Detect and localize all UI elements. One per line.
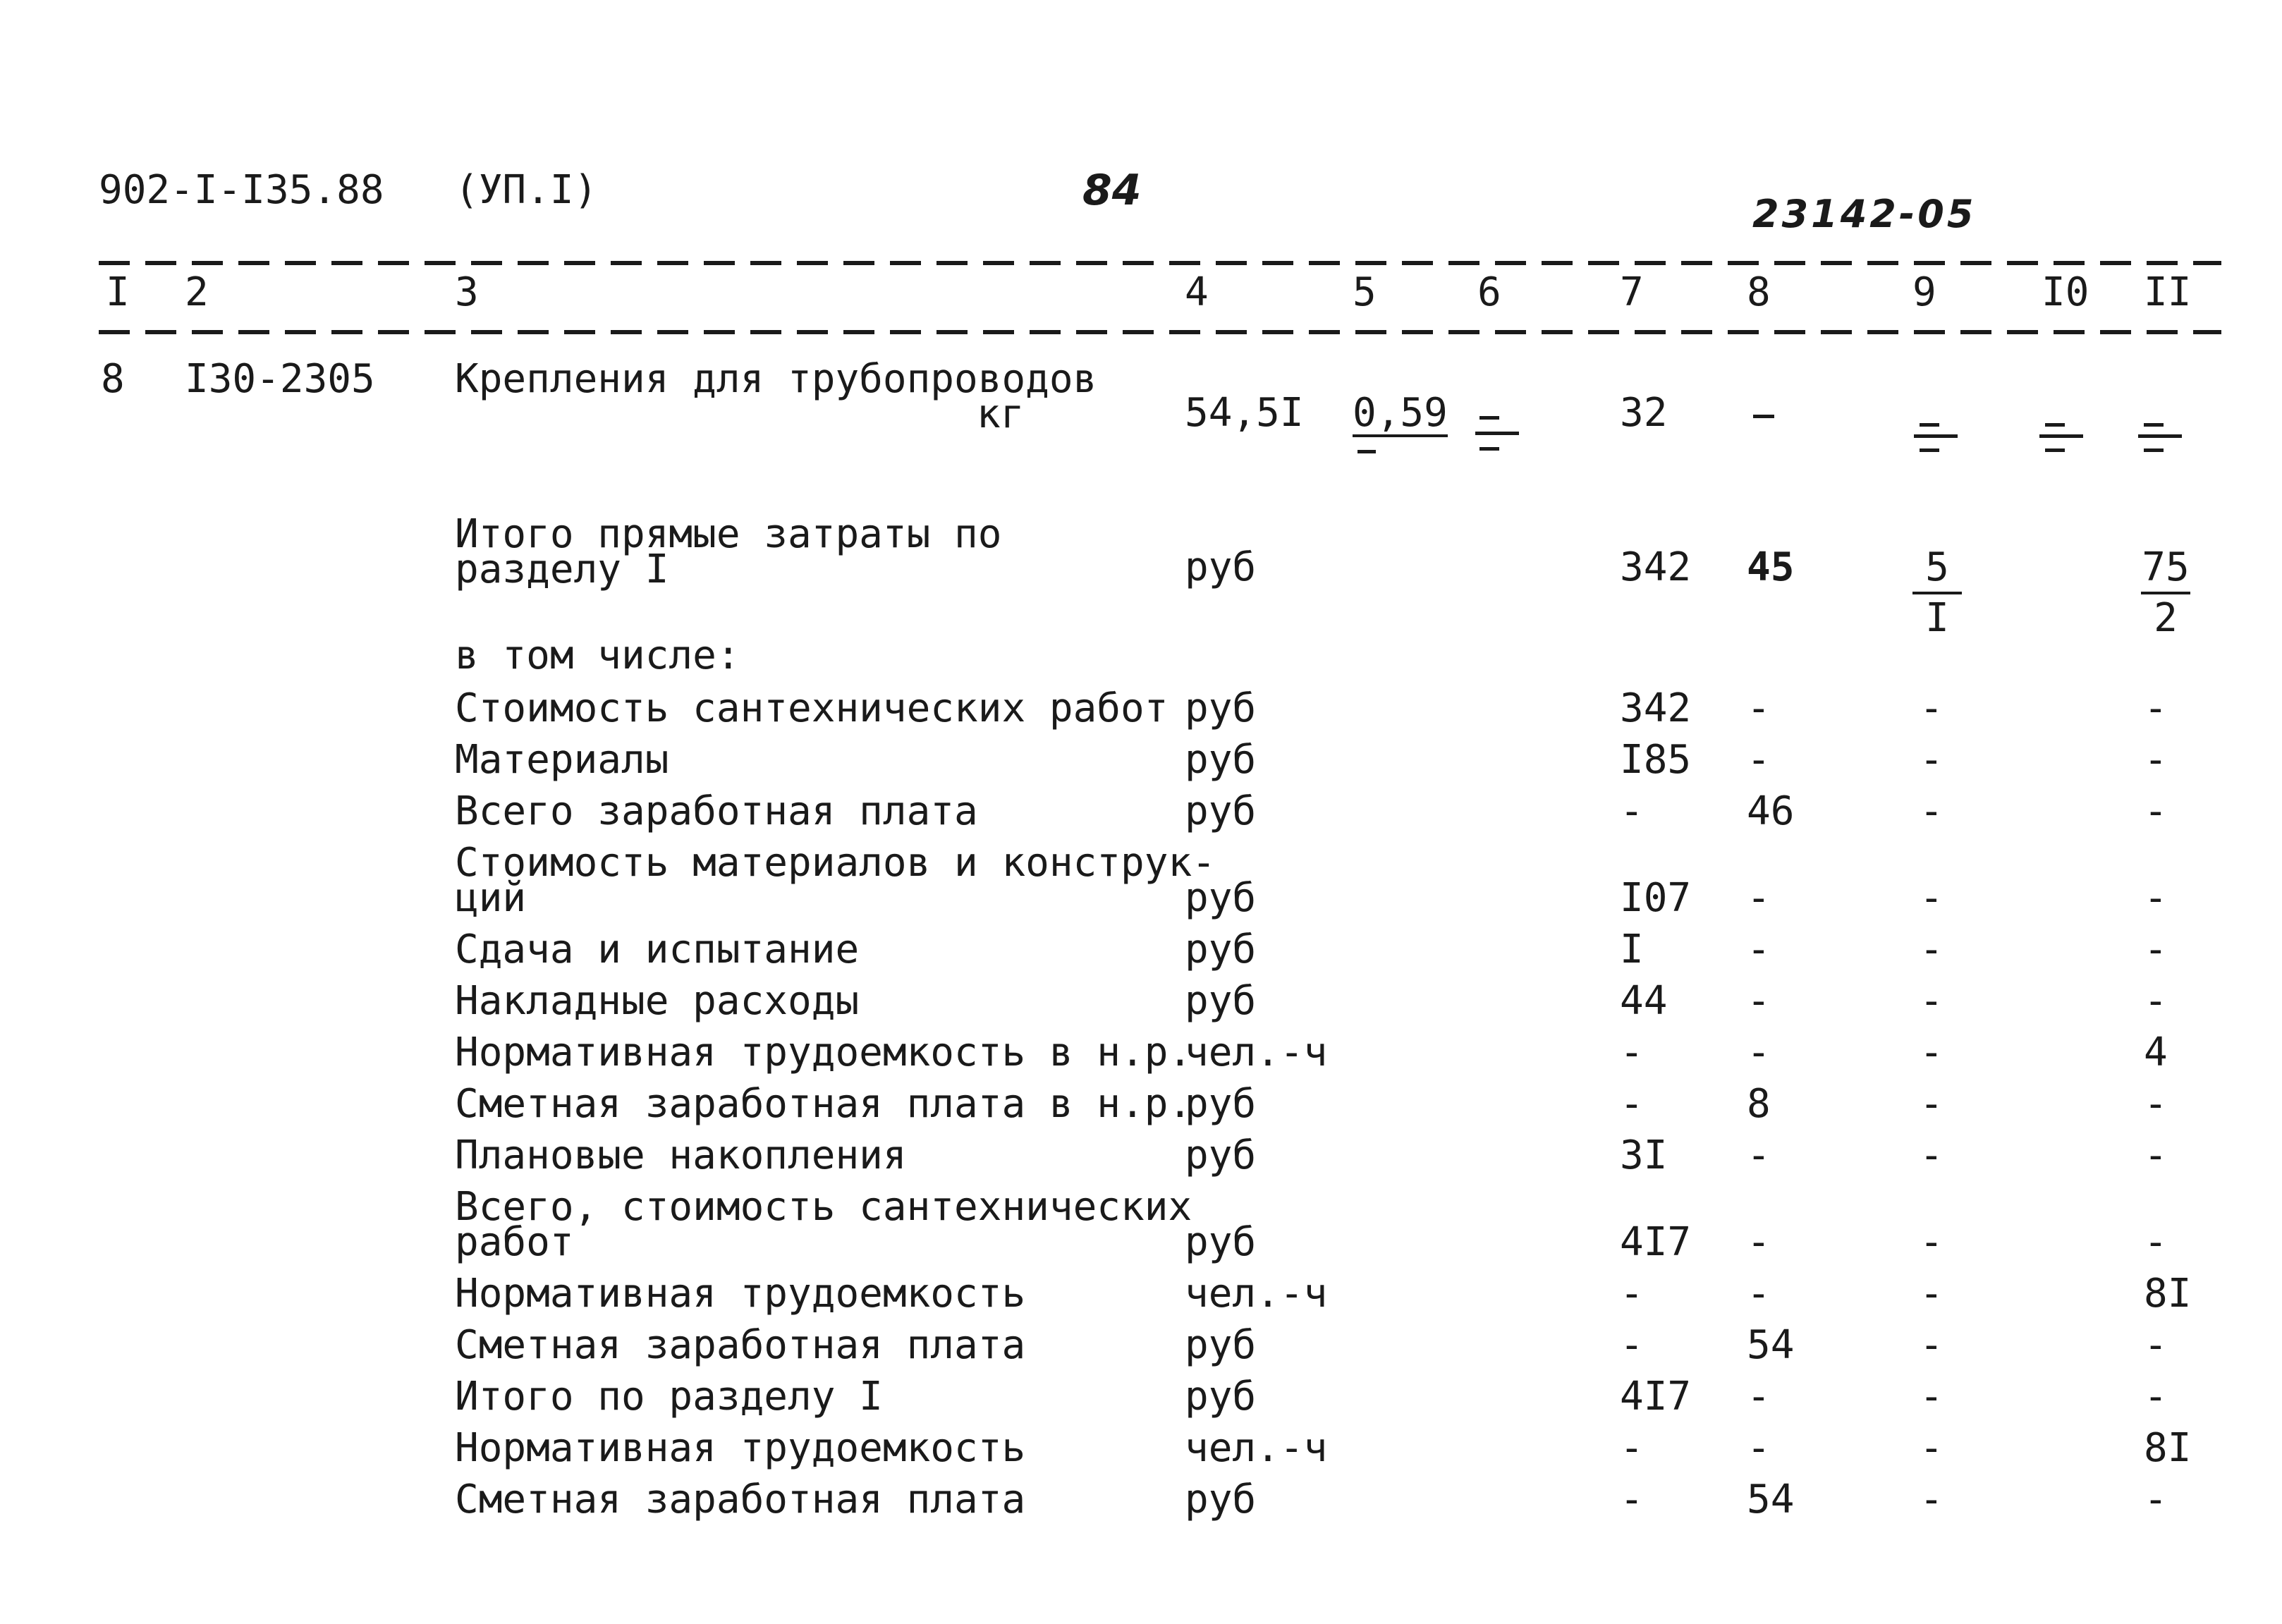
column-header-9: 9	[1912, 269, 1936, 315]
row-label-continued: работ	[455, 1219, 574, 1265]
row-c11: -	[2144, 788, 2168, 834]
row-label: Материалы	[455, 737, 669, 783]
row-label: Нормативная трудоемкость	[455, 1271, 1026, 1317]
row-c11: -	[2144, 1132, 2168, 1178]
item-price-fraction: 0,59	[1353, 390, 1448, 436]
row-unit: руб	[1185, 1322, 1257, 1368]
column-header-10: I0	[2042, 269, 2089, 315]
header-rule-top	[99, 261, 2221, 265]
c6-top-dash	[1479, 416, 1499, 420]
item-unit: кг	[977, 391, 1025, 437]
row-c8: -	[1747, 927, 1771, 972]
item-c7: 32	[1620, 390, 1668, 436]
row-c11: -	[2144, 927, 2168, 972]
row-c8: 54	[1747, 1322, 1795, 1368]
row-c9: -	[1920, 1081, 1944, 1127]
column-header-7: 7	[1620, 269, 1644, 315]
c11-fraction-bar	[2138, 434, 2182, 438]
row-c8: 8	[1747, 1081, 1771, 1127]
column-header-6: 6	[1477, 269, 1501, 315]
row-unit: руб	[1185, 737, 1257, 783]
row-unit: руб	[1185, 1081, 1257, 1127]
row-c11: -	[2144, 1477, 2168, 1522]
row-c7: -	[1620, 1477, 1644, 1522]
row-unit: руб	[1185, 978, 1257, 1024]
row-c7: -	[1620, 1425, 1644, 1471]
row-unit: руб	[1185, 788, 1257, 834]
item-quantity: 54,5I	[1185, 390, 1304, 436]
row-label: Сметная заработная плата в н.р.	[455, 1081, 1192, 1127]
row-c8: -	[1747, 1132, 1771, 1178]
c6-bottom-dash	[1479, 447, 1499, 451]
c10-bottom-dash	[2045, 448, 2065, 452]
subtotal-name-line1: Итого прямые затраты по	[455, 511, 1002, 557]
row-c9: -	[1920, 1132, 1944, 1178]
row-c7: 44	[1620, 978, 1668, 1024]
row-c9: -	[1920, 927, 1944, 972]
row-c9: -	[1920, 1477, 1944, 1522]
row-c8: -	[1747, 1030, 1771, 1075]
row-unit: чел.-ч	[1185, 1271, 1328, 1317]
row-label: Стоимость сантехнических работ	[455, 685, 1169, 731]
row-label: Стоимость материалов и конструк-	[455, 840, 1216, 886]
row-c9: -	[1920, 685, 1944, 731]
item-number: 8	[101, 356, 125, 402]
row-c7: I07	[1620, 875, 1692, 921]
row-c7: -	[1620, 788, 1644, 834]
row-c9: -	[1920, 788, 1944, 834]
row-c8: -	[1747, 1271, 1771, 1317]
row-c8: 46	[1747, 788, 1795, 834]
row-unit: руб	[1185, 1219, 1257, 1265]
row-c7: -	[1620, 1322, 1644, 1368]
row-label: Нормативная трудоемкость в н.р.	[455, 1030, 1192, 1075]
row-c7: I	[1620, 927, 1644, 972]
c11-bottom-dash	[2144, 448, 2164, 452]
c11-top-dash	[2144, 423, 2164, 427]
row-unit: руб	[1185, 927, 1257, 972]
row-label: Сметная заработная плата	[455, 1322, 1026, 1368]
row-c11: -	[2144, 978, 2168, 1024]
row-c9: -	[1920, 1030, 1944, 1075]
c6-fraction-bar	[1475, 432, 1519, 435]
column-header-8: 8	[1747, 269, 1771, 315]
column-header-11: II	[2144, 269, 2192, 315]
row-c9: -	[1920, 737, 1944, 783]
row-c9: -	[1920, 1219, 1944, 1265]
subtotal-c11-bar	[2141, 592, 2190, 594]
row-label: Сметная заработная плата	[455, 1477, 1026, 1522]
subtotal-c11-fraction	[2141, 544, 2190, 641]
row-c7: I85	[1620, 737, 1692, 783]
row-c7: 4I7	[1620, 1219, 1692, 1265]
row-c9: -	[1920, 978, 1944, 1024]
row-c7: -	[1620, 1271, 1644, 1317]
row-c9: -	[1920, 1322, 1944, 1368]
row-c7: 3I	[1620, 1132, 1668, 1178]
c9-top-dash	[1920, 423, 1939, 427]
subtotal-c9-top: 5	[1925, 544, 1949, 590]
ref-number: 23142-05	[1752, 192, 1977, 236]
row-c9: -	[1920, 1374, 1944, 1420]
column-header-4: 4	[1185, 269, 1209, 315]
row-c11: 8I	[2144, 1425, 2192, 1471]
row-unit: чел.-ч	[1185, 1425, 1328, 1471]
row-c11: -	[2144, 1219, 2168, 1265]
column-header-2: 2	[185, 269, 209, 315]
row-c11: 8I	[2144, 1271, 2192, 1317]
row-c11: -	[2144, 685, 2168, 731]
row-unit: руб	[1185, 1477, 1257, 1522]
row-c8: -	[1747, 1219, 1771, 1265]
row-c8: -	[1747, 685, 1771, 731]
row-c11: 4	[2144, 1030, 2168, 1075]
row-c8: 54	[1747, 1477, 1795, 1522]
row-unit: руб	[1185, 1374, 1257, 1420]
row-c11: -	[2144, 1081, 2168, 1127]
item-name: Крепления для трубопроводов	[455, 356, 1097, 402]
c10-fraction-bar	[2039, 434, 2083, 438]
row-c8: -	[1747, 875, 1771, 921]
row-unit: руб	[1185, 685, 1257, 731]
subtotal-c7: 342	[1620, 544, 1692, 590]
item-code: I30-2305	[185, 356, 375, 402]
row-c11: -	[2144, 875, 2168, 921]
subtotal-c9-bar	[1912, 592, 1962, 594]
row-label: Всего, стоимость сантехнических	[455, 1184, 1192, 1230]
subtotal-c8: 45	[1747, 544, 1795, 590]
page-number: 84	[1082, 166, 1142, 215]
row-c11: -	[2144, 1322, 2168, 1368]
row-label: Итого по разделу I	[455, 1374, 883, 1420]
row-unit: руб	[1185, 1132, 1257, 1178]
row-c11: -	[2144, 737, 2168, 783]
doc-code: 902-I-I35.88	[99, 167, 384, 213]
row-c7: 4I7	[1620, 1374, 1692, 1420]
row-label: Нормативная трудоемкость	[455, 1425, 1026, 1471]
including-label: в том числе:	[455, 633, 740, 678]
row-unit: руб	[1185, 875, 1257, 921]
row-c7: -	[1620, 1081, 1644, 1127]
subtotal-c9-fraction	[1912, 544, 1962, 641]
row-c8: -	[1747, 737, 1771, 783]
c9-bottom-dash	[1920, 448, 1939, 452]
item-c8-dash	[1753, 415, 1774, 418]
subtotal-c11-top: 75	[2142, 544, 2190, 590]
header-rule-bottom	[99, 330, 2221, 334]
subtotal-unit: руб	[1185, 544, 1257, 590]
row-c8: -	[1747, 1425, 1771, 1471]
row-label-continued: ций	[455, 875, 527, 921]
row-label: Всего заработная плата	[455, 788, 978, 834]
row-c8: -	[1747, 978, 1771, 1024]
row-c9: -	[1920, 875, 1944, 921]
item-price-denominator-dash	[1357, 450, 1376, 453]
row-unit: чел.-ч	[1185, 1030, 1328, 1075]
row-c8: -	[1747, 1374, 1771, 1420]
row-c11: -	[2144, 1374, 2168, 1420]
c9-fraction-bar	[1914, 434, 1958, 438]
subtotal-c11-bottom: 2	[2154, 595, 2178, 641]
row-c7: 342	[1620, 685, 1692, 731]
column-header-3: 3	[455, 269, 479, 315]
row-c7: -	[1620, 1030, 1644, 1075]
section-code: (УП.I)	[455, 167, 598, 213]
row-c9: -	[1920, 1425, 1944, 1471]
c10-top-dash	[2045, 423, 2065, 427]
row-label: Накладные расходы	[455, 978, 860, 1024]
row-c9: -	[1920, 1271, 1944, 1317]
subtotal-name-line2: разделу I	[455, 547, 669, 592]
row-label: Плановые накопления	[455, 1132, 907, 1178]
row-label: Сдача и испытание	[455, 927, 860, 972]
subtotal-c9-bottom: I	[1925, 595, 1949, 641]
column-header-5: 5	[1353, 269, 1377, 315]
column-header-1: I	[106, 269, 130, 315]
